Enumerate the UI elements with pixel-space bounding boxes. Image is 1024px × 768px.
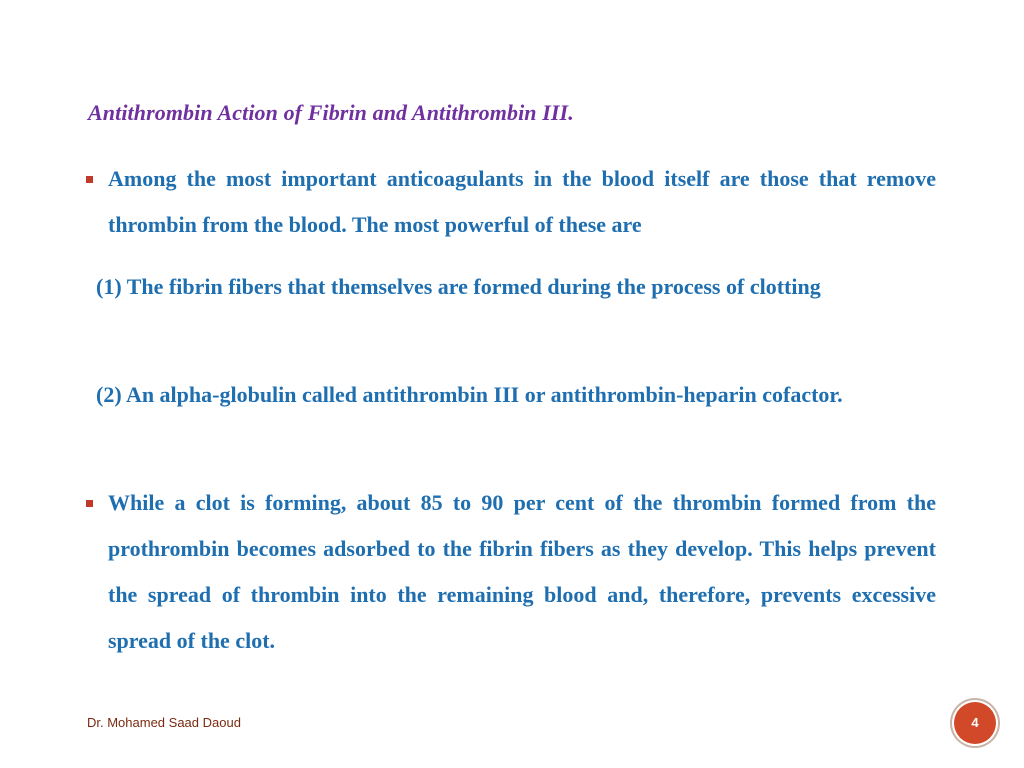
bullet-square-icon xyxy=(86,500,93,507)
numbered-item-2: (2) An alpha-globulin called antithrombin III or antithrombin-heparin cofactor. xyxy=(96,382,843,407)
bullet-square-icon xyxy=(86,176,93,183)
page-number: 4 xyxy=(971,715,979,730)
slide-title: Antithrombin Action of Fibrin and Antithrombin III. xyxy=(88,100,574,125)
numbered-item-1: (1) The fibrin fibers that themselves are formed during the process of clotting xyxy=(96,274,821,299)
bullet-paragraph-2: While a clot is forming, about 85 to 90 per cent of the thrombin formed from the prothrombin becomes adsorbed to the fibrin fibers as they develop. This helps prevent the spread of thrombin into the remaining blood and, therefore, prevents excessive spread of the clot. xyxy=(108,490,936,653)
footer-author: Dr. Mohamed Saad Daoud xyxy=(87,715,241,730)
bullet-paragraph-1: Among the most important anticoagulants in the blood itself are those that remove thrombin from the blood. The most powerful of these are xyxy=(108,166,936,237)
page-number-badge xyxy=(954,702,996,744)
